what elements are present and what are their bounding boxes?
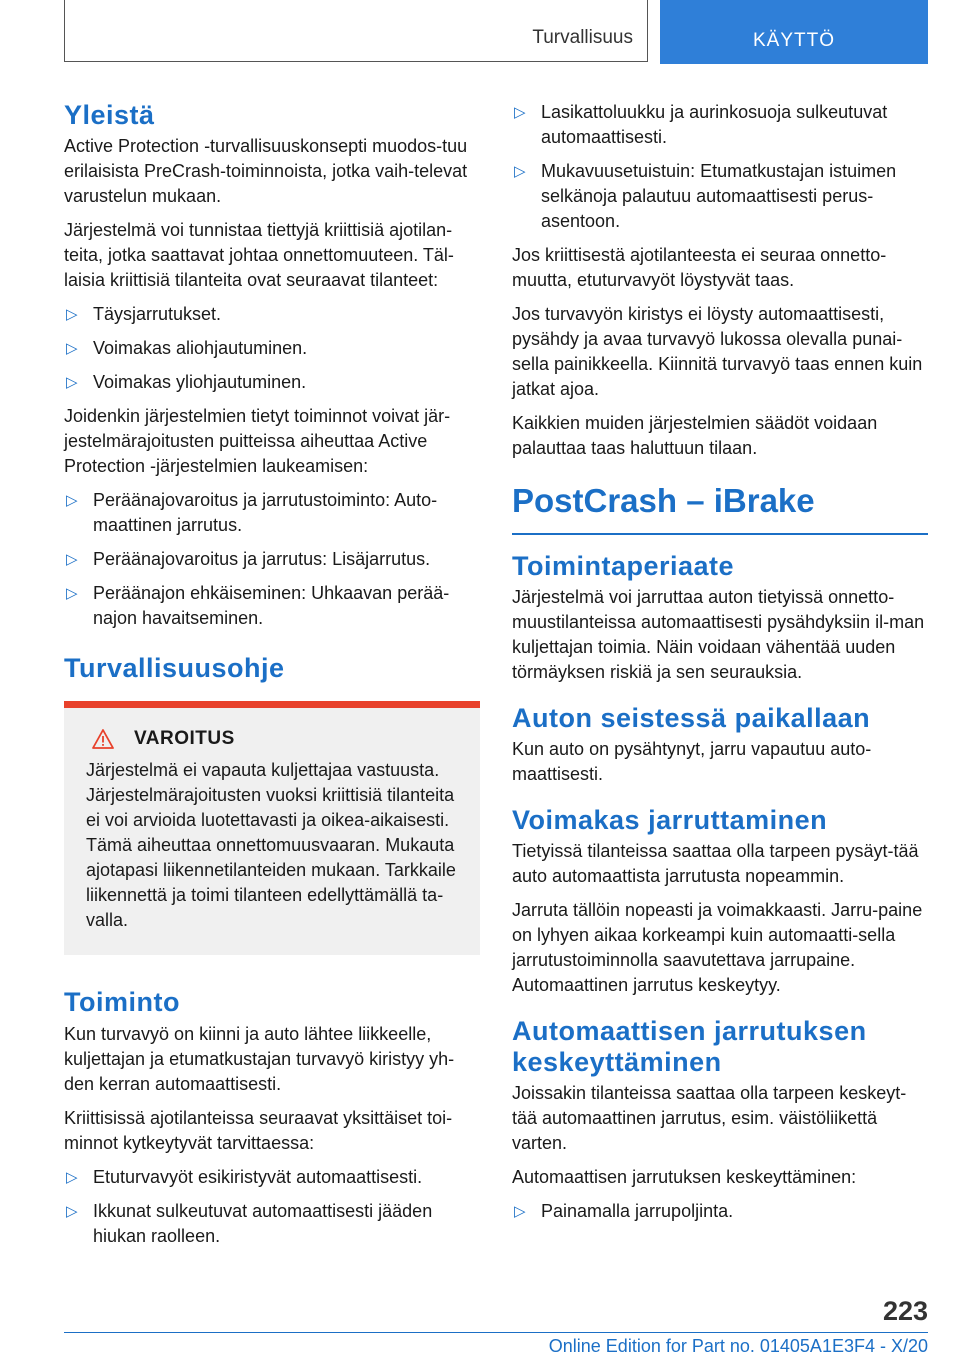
chapter-title: KÄYTTÖ (752, 30, 835, 51)
bullet-list (512, 100, 928, 234)
triangle-bullet-icon: ▷ (66, 551, 78, 569)
triangle-bullet-icon: ▷ (66, 374, 78, 392)
list-item: ▷ Voimakas aliohjautuminen. (64, 336, 480, 361)
list-item: ▷ Peräänajon ehkäiseminen: Uhkaavan perää-najon havaitseminen. (66, 583, 450, 629)
bullet-list (64, 302, 480, 395)
triangle-bullet-icon: ▷ (66, 1202, 78, 1220)
warning-label: VAROITUS (134, 728, 235, 750)
triangle-bullet-icon: ▷ (66, 585, 78, 603)
heading-keskeyttaminen: Automaattisen jarrutuksen keskeyttäminen (512, 1016, 867, 1077)
warning-triangle-icon (92, 729, 114, 749)
bullet-list (512, 1199, 928, 1224)
paragraph: Kun auto on pysähtynyt, jarru vapautuu auto-maattisesti. (512, 739, 872, 785)
list-item: ▷ Ikkunat sulkeutuvat automaattisesti jääden hiukan raolleen. (66, 1200, 433, 1246)
page-number: 223 (882, 1296, 928, 1326)
bullet-list (64, 1165, 480, 1249)
bullet-list (64, 488, 480, 631)
triangle-bullet-icon: ▷ (514, 104, 526, 121)
section-tab (64, 0, 648, 62)
list-item: ▷ Painamalla jarrupoljinta. (512, 1199, 928, 1224)
list-item: ▷ Mukavuusetuistuin: Etumatkustajan istuimen selkänoja palautuu automaattisesti perus-asentoon. (514, 161, 897, 231)
heading-yleista: Yleistä (64, 100, 155, 130)
page-footer (64, 1296, 928, 1357)
paragraph: Järjestelmä voi jarruttaa auton tietyissä onnetto-muustilanteissa automaattisesti pysähdyksiin il-man kuljettajan toimia. Näin voidaan vähentää uuden törmäyksen riskiä ja sen seurauksia. (512, 586, 925, 682)
list-item: ▷ Täysjarrutukset. (64, 302, 480, 327)
triangle-bullet-icon: ▷ (514, 163, 526, 180)
chapter-tab (660, 0, 928, 64)
paragraph: Kriittisissä ajotilanteissa seuraavat yksittäiset toi-minnot kytkeytyvät tarvittaessa: (64, 1107, 453, 1153)
heading-postcrash: PostCrash – iBrake (512, 481, 928, 535)
left-column (64, 100, 480, 1258)
paragraph: Automaattisen jarrutuksen keskeyttäminen: (512, 1166, 857, 1187)
heading-turvallisuusohje: Turvallisuusohje (64, 653, 285, 684)
list-item: ▷ Voimakas yliohjautuminen. (64, 370, 480, 395)
triangle-bullet-icon: ▷ (66, 306, 78, 324)
right-column (512, 100, 928, 1233)
section-title: Turvallisuus (532, 27, 633, 48)
paragraph: Active Protection -turvallisuuskonsepti muodos-tuu erilaisista PreCrash-toiminnoista, jotka vaih-televat varustelun mukaan. (64, 136, 468, 207)
warning-text: Järjestelmä ei vapauta kuljettajaa vastuusta. Järjestelmärajoitusten vuoksi kriittisiä tilanteita ei voi arvioida luotettavasti ja oikea-aikaisesti. Tämä aiheuttaa onnettomuusvaaran. Mukauta ajotapasi liikennetilanteiden mukaan. Tarkkaile liikennettä ja toimi tilanteen edellyttämällä ta-valla. (86, 760, 456, 931)
paragraph: Jos turvavyön kiristys ei löysty automaattisesti, pysähdy ja avaa turvavyö lukossa olevalla punai-sella painikkeella. Kiinnitä turvavyö taas ennen kuin jatkat ajoa. (512, 304, 923, 399)
edition-line: Online Edition for Part no. 01405A1E3F4 - X/20 (64, 1332, 928, 1357)
list-item: ▷ Lasikattoluukku ja aurinkosuoja sulkeutuvat automaattisesti. (514, 102, 888, 147)
triangle-bullet-icon: ▷ (66, 492, 78, 510)
triangle-bullet-icon: ▷ (66, 1168, 78, 1186)
page-header (64, 0, 928, 64)
paragraph: Tietyissä tilanteissa saattaa olla tarpeen pysäyt-tää auto automaattista jarrutusta nopeammin. (512, 841, 919, 887)
warning-bar (64, 701, 480, 708)
heading-toimintaperiaate: Toimintaperiaate (512, 550, 735, 581)
heading-voimakas: Voimakas jarruttaminen (512, 805, 828, 836)
paragraph: Järjestelmä voi tunnistaa tiettyjä kriittisiä ajotilan-teita, jotka saattavat johtaa onnettomuuteen. Täl-laisia kriittisiä tilanteita ovat seuraavat tilanteet: (64, 220, 454, 291)
warning-box (64, 708, 480, 955)
list-item: ▷ Etuturvavyöt esikiristyvät automaattisesti. (64, 1165, 480, 1190)
paragraph: Kaikkien muiden järjestelmien säädöt voidaan palauttaa taas haluttuun tilaan. (512, 413, 878, 458)
paragraph: Kun turvavyö on kiinni ja auto lähtee liikkeelle, kuljettajan ja etumatkustajan turvavyö kiristyy yh-den kerran automaattisesti. (64, 1023, 455, 1094)
heading-toiminto: Toiminto (64, 987, 180, 1018)
paragraph: Joissakin tilanteissa saattaa olla tarpeen keskeyt-tää automaattinen jarrutus, esim. väistöliikettä varten. (512, 1082, 907, 1153)
heading-seistessa: Auton seistessä paikallaan (512, 702, 871, 733)
list-item: ▷ Peräänajovaroitus ja jarrutus: Lisäjarrutus. (64, 547, 480, 572)
triangle-bullet-icon: ▷ (514, 1202, 526, 1220)
paragraph: Joidenkin järjestelmien tietyt toiminnot voivat jär-jestelmärajoitusten puitteissa aiheuttaa Active Protection -järjestelmien laukeamisen: (64, 406, 451, 477)
triangle-bullet-icon: ▷ (66, 340, 78, 358)
list-item: ▷ Peräänajovaroitus ja jarrutustoiminto: Auto-maattinen jarrutus. (66, 490, 438, 536)
paragraph: Jos kriittisestä ajotilanteesta ei seuraa onnetto-muutta, etuturvavyöt löystyvät taas. (512, 245, 887, 290)
warning-header (86, 728, 458, 750)
paragraph: Jarruta tällöin nopeasti ja voimakkaasti. Jarru-paine on lyhyen aikaa korkeampi kuin automaatti-sella jarrutustoiminnolla saavutettava jarrupaine. Automaattinen jarrutus keskeytyy. (512, 900, 923, 996)
